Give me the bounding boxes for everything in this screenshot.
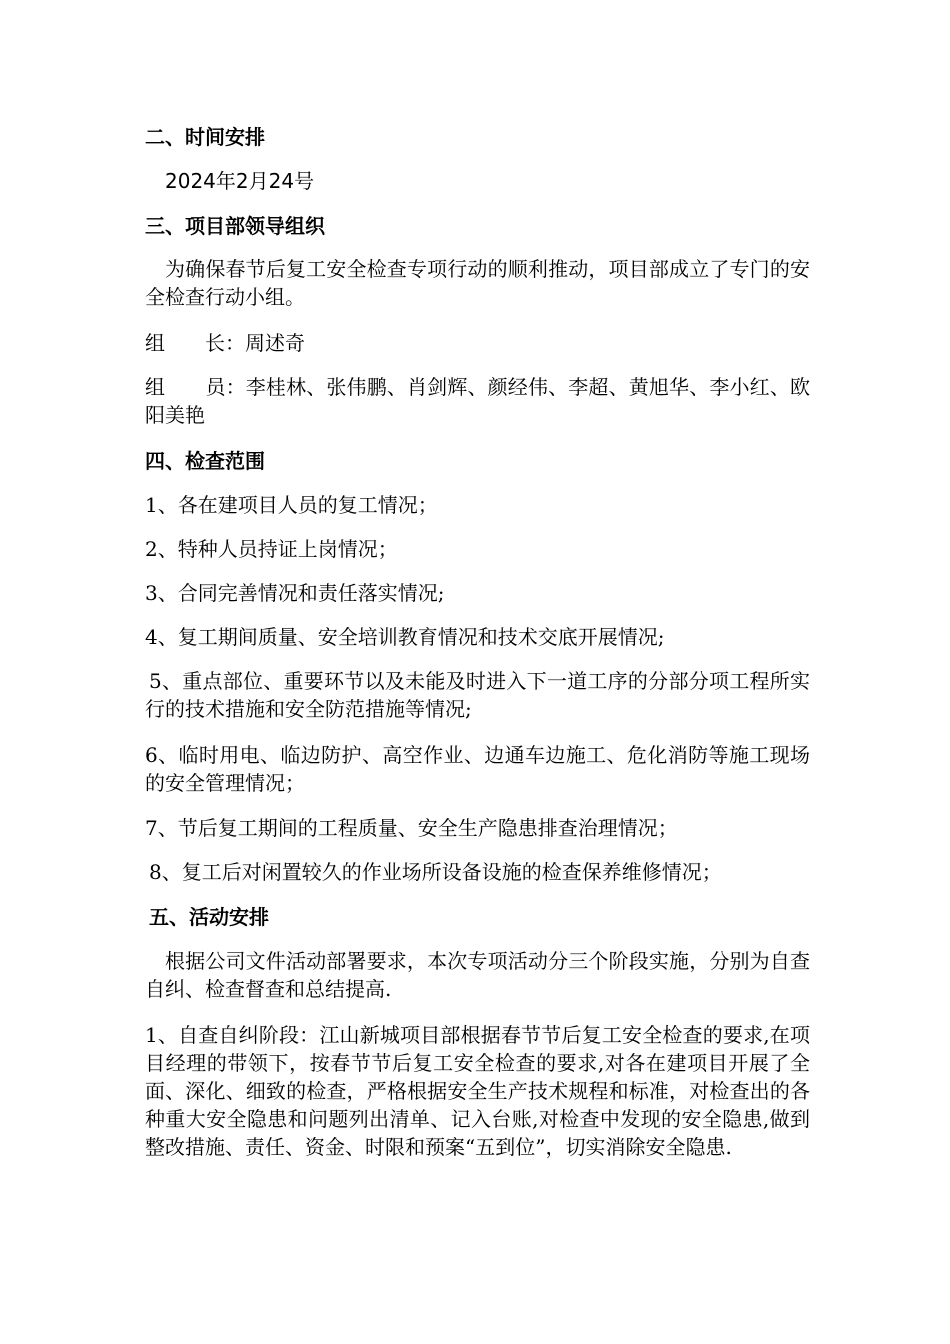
scope-item: 7、节后复工期间的工程质量、安全生产隐患排查治理情况； [145,816,678,840]
section-heading-time: 二、时间安排 [145,125,265,149]
section-heading-scope: 四、检查范围 [145,449,265,473]
activities-intro: 根据公司文件活动部署要求，本次专项活动分三个阶段实施，分别为自查自纠、检查督查和总结提高. [145,949,810,1001]
section-heading-organization: 三、项目部领导组织 [145,214,325,238]
members-names: 李桂林、张伟鹏、肖剑辉、颜经伟、李超、黄旭华、李小红、欧阳美艳 [145,375,810,427]
section-heading-activities: 五、活动安排 [149,905,269,929]
phase-one-paragraph: 1、自查自纠阶段：江山新城项目部根据春节节后复工安全检查的要求,在项目经理的带领下，按春节节后复工安全检查的要求,对各在建项目开展了全面、深化、细致的检查，严格根据安全生产技术规程和标准，对检查出的各种重大安全隐患和问题列出清单、记入台账,对检查中发现的安全隐患,做到整改措施、责任、资金、时限和预案“五到位”，切实消除安全隐患. [145,1023,810,1159]
scope-item: 8、复工后对闲置较久的作业场所设备设施的检查保养维修情况； [149,860,722,884]
date-text: 2024年2月24号 [165,169,315,193]
members-line [145,373,810,429]
leader-label: 组 长： [145,331,245,355]
scope-item: 6、临时用电、临边防护、高空作业、边通车边施工、危化消防等施工现场的安全管理情况； [145,743,810,795]
leader-line [145,329,810,357]
scope-item: 5、重点部位、重要环节以及未能及时进入下一道工序的分部分项工程所实行的技术措施和安全防范措施等情况; [145,669,810,721]
scope-item: 1、各在建项目人员的复工情况； [145,493,438,517]
scope-item: 4、复工期间质量、安全培训教育情况和技术交底开展情况; [145,625,665,649]
scope-item: 3、合同完善情况和责任落实情况; [145,581,445,605]
scope-item: 2、特种人员持证上岗情况； [145,537,398,561]
members-label: 组 员： [145,375,246,399]
organization-intro: 为确保春节后复工安全检查专项行动的顺利推动，项目部成立了专门的安全检查行动小组。 [145,257,810,309]
leader-name: 周述奇 [245,331,305,355]
